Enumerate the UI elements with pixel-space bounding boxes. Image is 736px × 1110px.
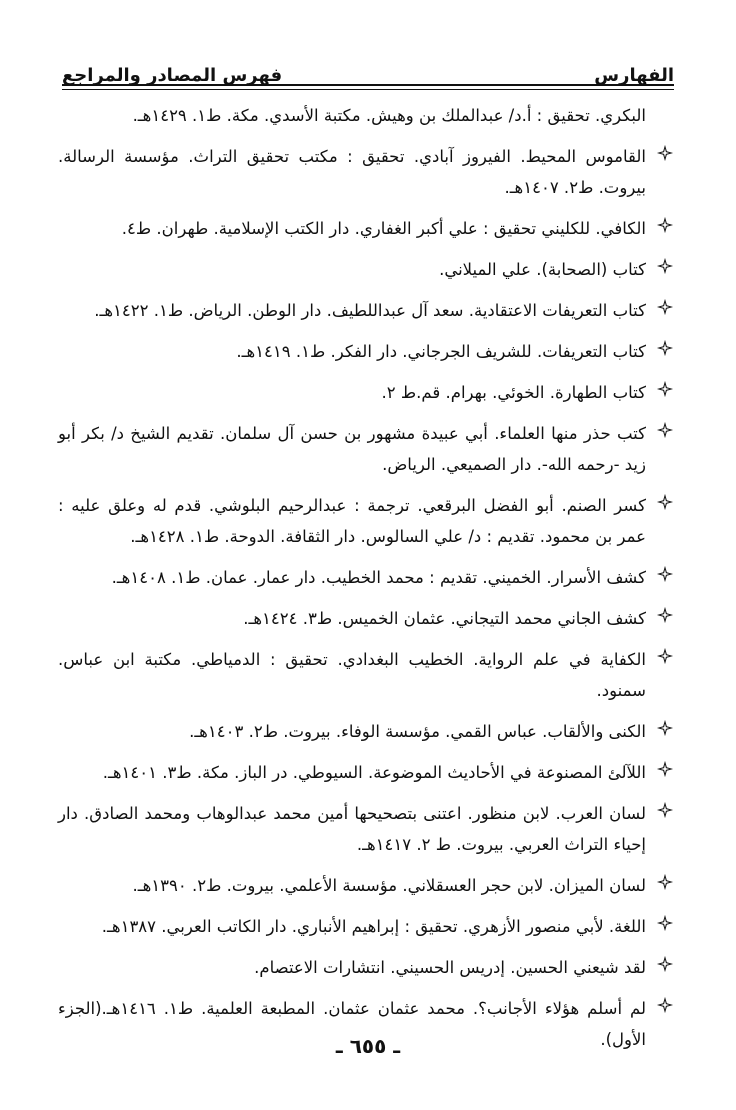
bibliography-entry: [58, 644, 674, 706]
bibliography-entry: [58, 716, 674, 747]
diamond-bullet-icon: [656, 873, 674, 891]
entry-text: القاموس المحيط. الفيروز آبادي. تحقيق : مكتب تحقيق التراث. مؤسسة الرسالة. بيروت. ط٢. ١٤٠٧هـ.: [58, 147, 646, 197]
bibliography-entry: [58, 562, 674, 593]
diamond-bullet-icon: [656, 493, 674, 511]
header-index-title: فهرس المصادر والمراجع: [62, 65, 283, 86]
entry-text: لسان العرب. لابن منظور. اعتنى بتصحيحها أمين محمد عبدالوهاب ومحمد الصادق. دار إحياء التراث العربي. بيروت. ط ٢. ١٤١٧هـ.: [58, 804, 646, 854]
entry-text: كسر الصنم. أبو الفضل البرقعي. ترجمة : عبدالرحيم البلوشي. قدم له وعلق عليه : عمر بن محمود. تقديم : د/ علي السالوس. دار الثقافة. الدوحة. ط١. ١٤٢٨هـ.: [58, 496, 646, 546]
bibliography-entry: [58, 418, 674, 480]
diamond-bullet-icon: [656, 421, 674, 439]
diamond-bullet-icon: [656, 996, 674, 1014]
entry-text: كتاب الطهارة. الخوئي. بهرام. قم.ط ٢.: [381, 383, 646, 402]
entry-text: لسان الميزان. لابن حجر العسقلاني. مؤسسة الأعلمي. بيروت. ط٢. ١٣٩٠هـ.: [132, 876, 646, 895]
diamond-bullet-icon: [656, 914, 674, 932]
entry-text: كتاب التعريفات الاعتقادية. سعد آل عبداللطيف. دار الوطن. الرياض. ط١. ١٤٢٢هـ.: [94, 301, 646, 320]
diamond-bullet-icon: [656, 298, 674, 316]
bibliography-entry: [58, 952, 674, 983]
entry-text: لم أسلم هؤلاء الأجانب؟. محمد عثمان عثمان. المطبعة العلمية. ط١. ١٤١٦هـ.(الجزء الأول).: [58, 999, 646, 1049]
bibliography-entry: [58, 295, 674, 326]
entry-text: الكفاية في علم الرواية. الخطيب البغدادي. تحقيق : الدمياطي. مكتبة ابن عباس. سمنود.: [58, 650, 646, 700]
header-rule: [62, 84, 674, 89]
entry-text: اللآلئ المصنوعة في الأحاديث الموضوعة. السيوطي. در الباز. مكة. ط٣. ١٤٠١هـ.: [102, 763, 646, 782]
diamond-bullet-icon: [656, 760, 674, 778]
bibliography-entry: [58, 141, 674, 203]
entry-text: الكنى والألقاب. عباس القمي. مؤسسة الوفاء. بيروت. ط٢. ١٤٠٣هـ.: [189, 722, 646, 741]
entry-text: الكافي. للكليني تحقيق : علي أكبر الغفاري. دار الكتب الإسلامية. طهران. ط٤.: [121, 219, 646, 238]
diamond-bullet-icon: [656, 144, 674, 162]
diamond-bullet-icon: [656, 216, 674, 234]
diamond-bullet-icon: [656, 801, 674, 819]
entry-text: كتاب (الصحابة). علي الميلاني.: [439, 260, 646, 279]
entry-text: كشف الأسرار. الخميني. تقديم : محمد الخطيب. دار عمار. عمان. ط١. ١٤٠٨هـ.: [111, 568, 646, 587]
diamond-bullet-icon: [656, 380, 674, 398]
diamond-bullet-icon: [656, 955, 674, 973]
bibliography-entry: [58, 603, 674, 634]
bibliography-entry: [58, 798, 674, 860]
continued-entry: البكري. تحقيق : أ.د/ عبدالملك بن وهيش. مكتبة الأسدي. مكة. ط١. ١٤٢٩هـ.: [132, 106, 646, 125]
bibliography-entry: [58, 377, 674, 408]
entry-text: كشف الجاني محمد التيجاني. عثمان الخميس. ط٣. ١٤٢٤هـ.: [243, 609, 646, 628]
diamond-bullet-icon: [656, 647, 674, 665]
page-header: [62, 52, 674, 86]
entry-text: كتاب التعريفات. للشريف الجرجاني. دار الفكر. ط١. ١٤١٩هـ.: [236, 342, 646, 361]
header-section-title: الفهارس: [594, 65, 674, 86]
diamond-bullet-icon: [656, 606, 674, 624]
bibliography-list: [58, 100, 674, 1065]
diamond-bullet-icon: [656, 719, 674, 737]
bibliography-entry: [58, 336, 674, 367]
entry-text: كتب حذر منها العلماء. أبي عبيدة مشهور بن حسن آل سلمان. تقديم الشيخ د/ بكر أبو زيد -رحمه الله-. دار الصميعي. الرياض.: [58, 424, 646, 474]
bibliography-entry: [58, 757, 674, 788]
bibliography-entry: [58, 870, 674, 901]
page-number: ـ ٦٥٥ ـ: [335, 1034, 401, 1058]
diamond-bullet-icon: [656, 339, 674, 357]
bibliography-entry: [58, 254, 674, 285]
diamond-bullet-icon: [656, 257, 674, 275]
bibliography-entry: [58, 911, 674, 942]
bibliography-entry: [58, 490, 674, 552]
entry-text: اللغة. لأبي منصور الأزهري. تحقيق : إبراهيم الأنباري. دار الكاتب العربي. ١٣٨٧هـ.: [101, 917, 646, 936]
entry-text: لقد شيعني الحسين. إدريس الحسيني. انتشارات الاعتصام.: [254, 958, 646, 977]
diamond-bullet-icon: [656, 565, 674, 583]
bibliography-entry: [58, 213, 674, 244]
